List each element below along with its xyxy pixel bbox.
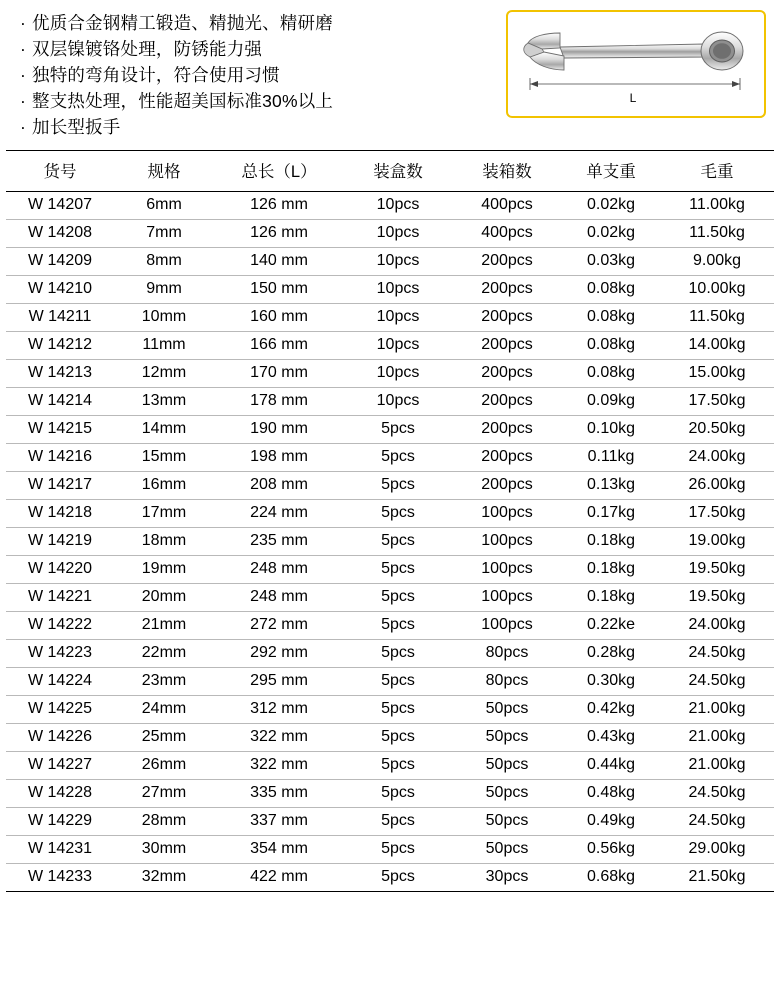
cell-length: 190 mm xyxy=(214,416,344,444)
feature-text: 整支热处理，性能超美国标准30%以上 xyxy=(32,91,334,111)
cell-spec: 20mm xyxy=(114,584,214,612)
feature-item xyxy=(20,114,500,140)
cell-gross-weight: 24.00kg xyxy=(660,444,774,472)
cell-unit-weight: 0.11kg xyxy=(562,444,660,472)
cell-length: 170 mm xyxy=(214,360,344,388)
cell-spec: 7mm xyxy=(114,220,214,248)
cell-length: 354 mm xyxy=(214,836,344,864)
cell-unit-weight: 0.30kg xyxy=(562,668,660,696)
cell-unit-weight: 0.18kg xyxy=(562,528,660,556)
cell-gross-weight: 11.00kg xyxy=(660,192,774,220)
cell-box-qty: 5pcs xyxy=(344,836,452,864)
cell-code: W 14214 xyxy=(6,388,114,416)
cell-spec: 30mm xyxy=(114,836,214,864)
cell-gross-weight: 21.00kg xyxy=(660,724,774,752)
table-row xyxy=(6,276,774,304)
cell-spec: 9mm xyxy=(114,276,214,304)
bullet-icon: · xyxy=(20,39,27,59)
spec-table-wrap xyxy=(0,150,780,892)
cell-length: 160 mm xyxy=(214,304,344,332)
cell-spec: 16mm xyxy=(114,472,214,500)
feature-item xyxy=(20,36,500,62)
product-figure xyxy=(500,8,772,118)
cell-box-qty: 5pcs xyxy=(344,528,452,556)
feature-item xyxy=(20,88,500,114)
cell-unit-weight: 0.44kg xyxy=(562,752,660,780)
cell-gross-weight: 19.50kg xyxy=(660,556,774,584)
cell-carton-qty: 200pcs xyxy=(452,276,562,304)
header-section xyxy=(0,0,780,150)
cell-gross-weight: 10.00kg xyxy=(660,276,774,304)
cell-box-qty: 5pcs xyxy=(344,668,452,696)
cell-code: W 14219 xyxy=(6,528,114,556)
cell-gross-weight: 24.50kg xyxy=(660,808,774,836)
cell-spec: 23mm xyxy=(114,668,214,696)
cell-unit-weight: 0.48kg xyxy=(562,780,660,808)
cell-carton-qty: 200pcs xyxy=(452,444,562,472)
cell-length: 295 mm xyxy=(214,668,344,696)
cell-code: W 14212 xyxy=(6,332,114,360)
table-row xyxy=(6,724,774,752)
table-row xyxy=(6,388,774,416)
cell-spec: 8mm xyxy=(114,248,214,276)
bullet-icon: · xyxy=(20,117,27,137)
cell-box-qty: 5pcs xyxy=(344,752,452,780)
cell-code: W 14224 xyxy=(6,668,114,696)
cell-length: 322 mm xyxy=(214,724,344,752)
cell-length: 208 mm xyxy=(214,472,344,500)
cell-code: W 14227 xyxy=(6,752,114,780)
cell-unit-weight: 0.08kg xyxy=(562,332,660,360)
cell-spec: 19mm xyxy=(114,556,214,584)
cell-spec: 28mm xyxy=(114,808,214,836)
cell-length: 235 mm xyxy=(214,528,344,556)
bullet-icon: · xyxy=(20,91,27,111)
cell-box-qty: 10pcs xyxy=(344,192,452,220)
cell-code: W 14222 xyxy=(6,612,114,640)
cell-box-qty: 5pcs xyxy=(344,556,452,584)
cell-gross-weight: 17.50kg xyxy=(660,388,774,416)
cell-length: 335 mm xyxy=(214,780,344,808)
cell-spec: 21mm xyxy=(114,612,214,640)
cell-box-qty: 5pcs xyxy=(344,696,452,724)
table-row xyxy=(6,640,774,668)
cell-box-qty: 5pcs xyxy=(344,640,452,668)
cell-box-qty: 5pcs xyxy=(344,864,452,892)
cell-carton-qty: 100pcs xyxy=(452,612,562,640)
cell-unit-weight: 0.68kg xyxy=(562,864,660,892)
cell-gross-weight: 11.50kg xyxy=(660,220,774,248)
cell-length: 140 mm xyxy=(214,248,344,276)
table-row xyxy=(6,248,774,276)
cell-spec: 10mm xyxy=(114,304,214,332)
cell-spec: 6mm xyxy=(114,192,214,220)
cell-carton-qty: 400pcs xyxy=(452,192,562,220)
cell-code: W 14210 xyxy=(6,276,114,304)
cell-code: W 14226 xyxy=(6,724,114,752)
column-header-gross-weight: 毛重 xyxy=(660,151,774,192)
cell-spec: 18mm xyxy=(114,528,214,556)
cell-length: 312 mm xyxy=(214,696,344,724)
feature-text: 独特的弯角设计，符合使用习惯 xyxy=(32,65,280,85)
table-row xyxy=(6,780,774,808)
cell-gross-weight: 15.00kg xyxy=(660,360,774,388)
cell-length: 224 mm xyxy=(214,500,344,528)
cell-code: W 14229 xyxy=(6,808,114,836)
cell-code: W 14211 xyxy=(6,304,114,332)
cell-box-qty: 5pcs xyxy=(344,416,452,444)
cell-unit-weight: 0.02kg xyxy=(562,192,660,220)
cell-length: 178 mm xyxy=(214,388,344,416)
cell-length: 272 mm xyxy=(214,612,344,640)
cell-carton-qty: 100pcs xyxy=(452,584,562,612)
cell-gross-weight: 24.00kg xyxy=(660,612,774,640)
bullet-icon: · xyxy=(20,13,27,33)
cell-spec: 14mm xyxy=(114,416,214,444)
cell-box-qty: 5pcs xyxy=(344,724,452,752)
table-row xyxy=(6,332,774,360)
cell-carton-qty: 200pcs xyxy=(452,304,562,332)
cell-carton-qty: 200pcs xyxy=(452,332,562,360)
cell-gross-weight: 24.50kg xyxy=(660,668,774,696)
cell-code: W 14233 xyxy=(6,864,114,892)
cell-spec: 11mm xyxy=(114,332,214,360)
cell-box-qty: 10pcs xyxy=(344,276,452,304)
cell-code: W 14217 xyxy=(6,472,114,500)
bullet-icon: · xyxy=(20,65,27,85)
cell-carton-qty: 30pcs xyxy=(452,864,562,892)
cell-length: 126 mm xyxy=(214,220,344,248)
cell-gross-weight: 29.00kg xyxy=(660,836,774,864)
feature-text: 双层镍镀铬处理，防锈能力强 xyxy=(32,39,263,59)
table-row xyxy=(6,192,774,220)
cell-box-qty: 10pcs xyxy=(344,332,452,360)
table-row xyxy=(6,836,774,864)
cell-gross-weight: 19.50kg xyxy=(660,584,774,612)
table-row xyxy=(6,556,774,584)
cell-length: 198 mm xyxy=(214,444,344,472)
cell-length: 248 mm xyxy=(214,556,344,584)
cell-unit-weight: 0.43kg xyxy=(562,724,660,752)
cell-length: 150 mm xyxy=(214,276,344,304)
cell-spec: 15mm xyxy=(114,444,214,472)
cell-carton-qty: 200pcs xyxy=(452,388,562,416)
figure-dimension-label: L xyxy=(629,91,637,105)
table-row xyxy=(6,220,774,248)
table-row xyxy=(6,752,774,780)
cell-box-qty: 5pcs xyxy=(344,808,452,836)
cell-gross-weight: 17.50kg xyxy=(660,500,774,528)
cell-gross-weight: 21.50kg xyxy=(660,864,774,892)
cell-gross-weight: 14.00kg xyxy=(660,332,774,360)
cell-carton-qty: 50pcs xyxy=(452,780,562,808)
table-body xyxy=(6,192,774,892)
table-row xyxy=(6,668,774,696)
cell-box-qty: 10pcs xyxy=(344,360,452,388)
table-row xyxy=(6,612,774,640)
cell-unit-weight: 0.22ke xyxy=(562,612,660,640)
cell-box-qty: 5pcs xyxy=(344,472,452,500)
cell-code: W 14215 xyxy=(6,416,114,444)
cell-unit-weight: 0.18kg xyxy=(562,584,660,612)
cell-unit-weight: 0.28kg xyxy=(562,640,660,668)
cell-unit-weight: 0.09kg xyxy=(562,388,660,416)
cell-gross-weight: 24.50kg xyxy=(660,640,774,668)
cell-carton-qty: 200pcs xyxy=(452,472,562,500)
cell-carton-qty: 100pcs xyxy=(452,556,562,584)
table-row xyxy=(6,528,774,556)
cell-box-qty: 5pcs xyxy=(344,444,452,472)
cell-unit-weight: 0.56kg xyxy=(562,836,660,864)
column-header-box-qty: 装盒数 xyxy=(344,151,452,192)
cell-carton-qty: 50pcs xyxy=(452,808,562,836)
table-row xyxy=(6,696,774,724)
cell-length: 126 mm xyxy=(214,192,344,220)
cell-code: W 14208 xyxy=(6,220,114,248)
cell-unit-weight: 0.08kg xyxy=(562,304,660,332)
cell-box-qty: 10pcs xyxy=(344,248,452,276)
cell-unit-weight: 0.02kg xyxy=(562,220,660,248)
cell-box-qty: 5pcs xyxy=(344,612,452,640)
cell-carton-qty: 200pcs xyxy=(452,248,562,276)
cell-gross-weight: 20.50kg xyxy=(660,416,774,444)
cell-length: 166 mm xyxy=(214,332,344,360)
column-header-carton-qty: 装箱数 xyxy=(452,151,562,192)
column-header-code: 货号 xyxy=(6,151,114,192)
cell-unit-weight: 0.03kg xyxy=(562,248,660,276)
cell-code: W 14220 xyxy=(6,556,114,584)
cell-gross-weight: 9.00kg xyxy=(660,248,774,276)
feature-item xyxy=(20,10,500,36)
cell-code: W 14218 xyxy=(6,500,114,528)
cell-code: W 14216 xyxy=(6,444,114,472)
cell-carton-qty: 80pcs xyxy=(452,640,562,668)
cell-carton-qty: 200pcs xyxy=(452,360,562,388)
cell-box-qty: 5pcs xyxy=(344,584,452,612)
cell-gross-weight: 21.00kg xyxy=(660,752,774,780)
table-row xyxy=(6,360,774,388)
table-row xyxy=(6,416,774,444)
cell-length: 337 mm xyxy=(214,808,344,836)
feature-item xyxy=(20,62,500,88)
cell-spec: 12mm xyxy=(114,360,214,388)
combination-wrench-icon xyxy=(508,12,764,116)
table-row xyxy=(6,584,774,612)
cell-code: W 14207 xyxy=(6,192,114,220)
cell-spec: 26mm xyxy=(114,752,214,780)
cell-length: 292 mm xyxy=(214,640,344,668)
cell-code: W 14209 xyxy=(6,248,114,276)
cell-code: W 14228 xyxy=(6,780,114,808)
table-header-row xyxy=(6,151,774,192)
table-row xyxy=(6,472,774,500)
cell-box-qty: 5pcs xyxy=(344,500,452,528)
cell-length: 322 mm xyxy=(214,752,344,780)
table-row xyxy=(6,444,774,472)
cell-unit-weight: 0.42kg xyxy=(562,696,660,724)
cell-unit-weight: 0.17kg xyxy=(562,500,660,528)
cell-length: 422 mm xyxy=(214,864,344,892)
cell-unit-weight: 0.13kg xyxy=(562,472,660,500)
cell-carton-qty: 100pcs xyxy=(452,528,562,556)
cell-gross-weight: 21.00kg xyxy=(660,696,774,724)
cell-spec: 17mm xyxy=(114,500,214,528)
table-row xyxy=(6,304,774,332)
cell-box-qty: 10pcs xyxy=(344,304,452,332)
cell-spec: 22mm xyxy=(114,640,214,668)
feature-list xyxy=(8,8,500,140)
cell-carton-qty: 400pcs xyxy=(452,220,562,248)
cell-carton-qty: 50pcs xyxy=(452,836,562,864)
cell-gross-weight: 24.50kg xyxy=(660,780,774,808)
cell-spec: 32mm xyxy=(114,864,214,892)
table-row xyxy=(6,808,774,836)
cell-gross-weight: 11.50kg xyxy=(660,304,774,332)
cell-spec: 13mm xyxy=(114,388,214,416)
cell-code: W 14231 xyxy=(6,836,114,864)
cell-box-qty: 10pcs xyxy=(344,388,452,416)
cell-code: W 14221 xyxy=(6,584,114,612)
cell-carton-qty: 50pcs xyxy=(452,724,562,752)
feature-text: 加长型扳手 xyxy=(32,117,121,137)
column-header-length: 总长（L） xyxy=(214,151,344,192)
cell-unit-weight: 0.08kg xyxy=(562,276,660,304)
cell-spec: 27mm xyxy=(114,780,214,808)
cell-code: W 14213 xyxy=(6,360,114,388)
cell-spec: 24mm xyxy=(114,696,214,724)
spec-table xyxy=(6,150,774,892)
cell-code: W 14225 xyxy=(6,696,114,724)
cell-box-qty: 10pcs xyxy=(344,220,452,248)
feature-text: 优质合金钢精工锻造、精抛光、精研磨 xyxy=(32,13,333,33)
table-row xyxy=(6,500,774,528)
cell-gross-weight: 19.00kg xyxy=(660,528,774,556)
cell-unit-weight: 0.49kg xyxy=(562,808,660,836)
table-row xyxy=(6,864,774,892)
column-header-spec: 规格 xyxy=(114,151,214,192)
cell-box-qty: 5pcs xyxy=(344,780,452,808)
cell-carton-qty: 80pcs xyxy=(452,668,562,696)
cell-unit-weight: 0.18kg xyxy=(562,556,660,584)
cell-spec: 25mm xyxy=(114,724,214,752)
cell-unit-weight: 0.08kg xyxy=(562,360,660,388)
cell-length: 248 mm xyxy=(214,584,344,612)
cell-carton-qty: 50pcs xyxy=(452,696,562,724)
cell-carton-qty: 200pcs xyxy=(452,416,562,444)
cell-carton-qty: 50pcs xyxy=(452,752,562,780)
cell-gross-weight: 26.00kg xyxy=(660,472,774,500)
cell-code: W 14223 xyxy=(6,640,114,668)
cell-unit-weight: 0.10kg xyxy=(562,416,660,444)
cell-carton-qty: 100pcs xyxy=(452,500,562,528)
column-header-unit-weight: 单支重 xyxy=(562,151,660,192)
figure-frame xyxy=(506,10,766,118)
